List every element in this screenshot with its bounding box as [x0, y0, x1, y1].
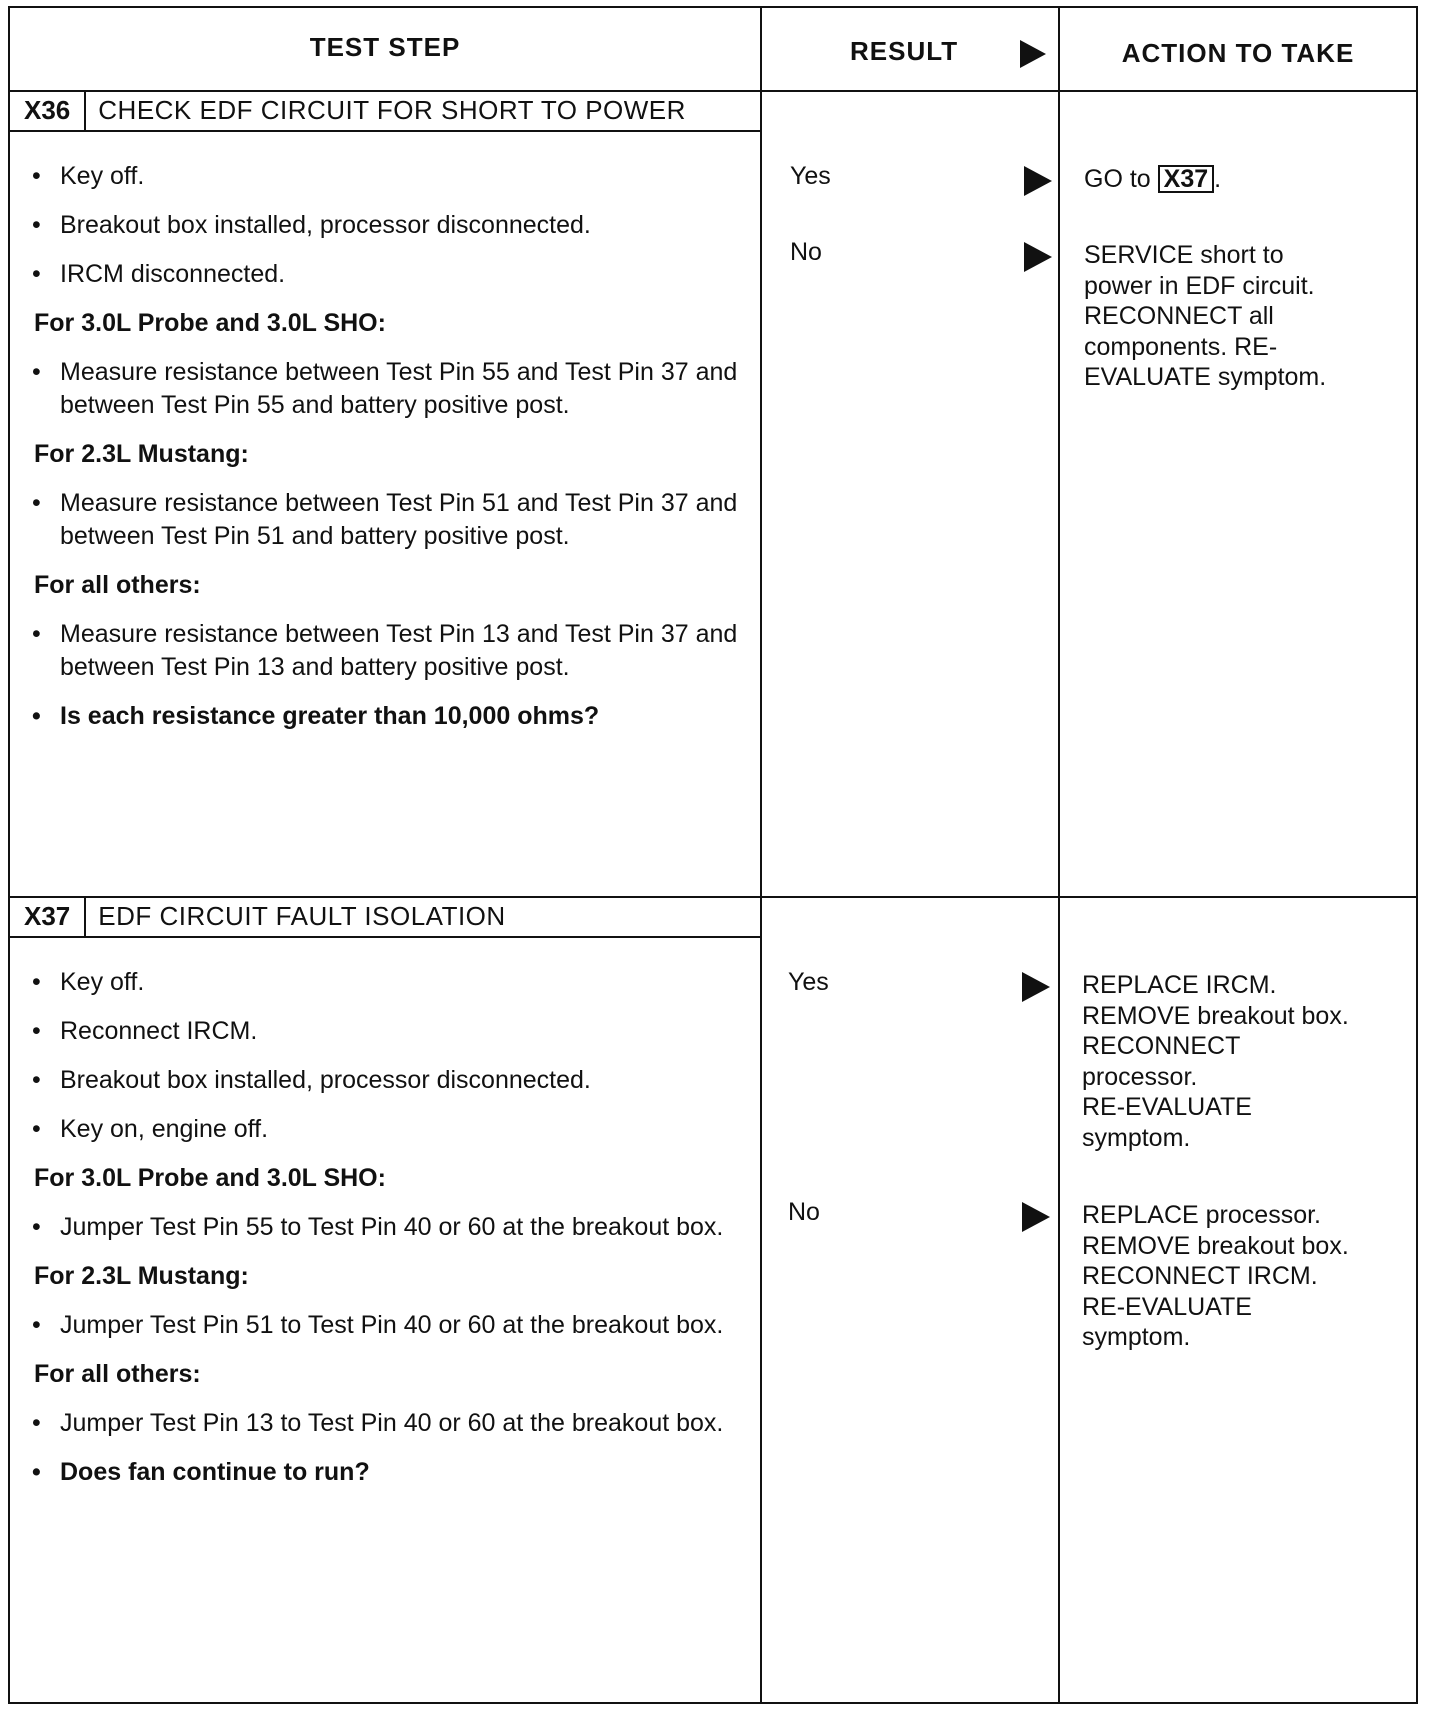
step-text: Key off.: [60, 968, 145, 996]
action-yes-x36-suffix: .: [1214, 165, 1222, 193]
header-test-step: TEST STEP: [309, 32, 461, 62]
bullet-icon: •: [32, 620, 41, 648]
result-yes-x36: Yes: [790, 162, 831, 190]
step-question: [30, 700, 750, 733]
action-line: symptom.: [1082, 1323, 1191, 1351]
column-divider-action: [1058, 8, 1060, 1702]
step-item: [30, 1407, 750, 1440]
header-arrow-icon: [1020, 40, 1046, 68]
result-no-x36: No: [790, 238, 822, 266]
step-subheading: For 2.3L Mustang:: [34, 1262, 249, 1290]
step-code-x36: X36: [10, 90, 86, 130]
bullet-icon: •: [32, 1213, 41, 1241]
action-line: RECONNECT all: [1084, 302, 1274, 330]
action-line: REMOVE breakout box.: [1082, 1001, 1349, 1030]
step-item: [30, 356, 750, 422]
bullet-icon: •: [32, 260, 41, 288]
action-yes-x37: [1082, 970, 1402, 1153]
section-title-x37: [10, 896, 762, 938]
step-text: Measure resistance between Test Pin 51 and Test Pin 37 and between Test Pin 51 and battery positive post.: [60, 489, 738, 550]
step-text: Measure resistance between Test Pin 13 and Test Pin 37 and between Test Pin 13 and battery positive post.: [60, 620, 738, 681]
action-line: RE-EVALUATE: [1082, 1093, 1252, 1121]
arrow-no-x37-icon: [1022, 1202, 1050, 1232]
action-line: RECONNECT IRCM.: [1082, 1262, 1318, 1290]
header-action: ACTION TO TAKE: [1121, 38, 1355, 68]
column-divider-result: [760, 8, 762, 1702]
bullet-icon: •: [32, 162, 41, 190]
step-item: [30, 966, 750, 999]
action-line: REPLACE IRCM.: [1082, 971, 1277, 999]
arrow-yes-x37-icon: [1022, 972, 1050, 1002]
action-no-x37: [1082, 1200, 1402, 1353]
bullet-icon: •: [32, 358, 41, 386]
action-line: EVALUATE symptom.: [1084, 363, 1327, 391]
action-line: RE-EVALUATE: [1082, 1292, 1252, 1321]
action-line: REPLACE processor.: [1082, 1201, 1321, 1229]
action-line: power in EDF circuit.: [1084, 271, 1315, 300]
bullet-icon: •: [32, 968, 41, 996]
step-subheading: For 3.0L Probe and 3.0L SHO:: [34, 309, 386, 337]
step-text: Jumper Test Pin 13 to Test Pin 40 or 60 at the breakout box.: [60, 1409, 724, 1437]
test-table: [8, 6, 1418, 1704]
bullet-icon: •: [32, 1115, 41, 1143]
goto-x37-link[interactable]: X37: [1158, 165, 1214, 193]
step-text: Does fan continue to run?: [60, 1458, 370, 1486]
action-no-x36: [1084, 240, 1404, 393]
bullet-icon: •: [32, 1066, 41, 1094]
step-text: IRCM disconnected.: [60, 260, 286, 288]
step-text: Reconnect IRCM.: [60, 1017, 258, 1045]
action-line: SERVICE short to: [1084, 241, 1284, 269]
step-code-x37: X37: [10, 896, 86, 936]
action-line: RECONNECT: [1082, 1032, 1241, 1060]
step-item: [30, 258, 750, 291]
step-subheading: For all others:: [34, 571, 201, 599]
step-item: [30, 160, 750, 193]
step-text: Key on, engine off.: [60, 1115, 269, 1143]
bullet-icon: •: [32, 1311, 41, 1339]
step-text: Jumper Test Pin 55 to Test Pin 40 or 60 at the breakout box.: [60, 1213, 724, 1241]
arrow-no-x36-icon: [1024, 242, 1052, 272]
action-line: REMOVE breakout box.: [1082, 1231, 1349, 1260]
bullet-icon: •: [32, 1017, 41, 1045]
step-item: [30, 1211, 750, 1244]
step-item: [30, 1309, 750, 1342]
step-text: Key off.: [60, 162, 145, 190]
action-line: processor.: [1082, 1062, 1198, 1091]
header-result: RESULT: [850, 36, 959, 66]
bullet-icon: •: [32, 1409, 41, 1437]
step-text: Is each resistance greater than 10,000 ohms?: [60, 702, 600, 730]
step-item: [30, 618, 750, 684]
result-yes-x37: Yes: [788, 968, 829, 996]
step-title-x36: CHECK EDF CIRCUIT FOR SHORT TO POWER: [98, 94, 686, 125]
steps-x37: [30, 966, 750, 1505]
step-text: Measure resistance between Test Pin 55 and Test Pin 37 and between Test Pin 55 and battery positive post.: [60, 358, 738, 419]
section-title-x36: [10, 90, 762, 132]
step-item: [30, 1064, 750, 1097]
action-line: symptom.: [1082, 1123, 1191, 1152]
step-text: Breakout box installed, processor disconnected.: [60, 1066, 591, 1094]
step-subheading: For 2.3L Mustang:: [34, 440, 249, 468]
action-yes-x36-prefix: GO to: [1084, 165, 1151, 193]
bullet-icon: •: [32, 211, 41, 239]
step-text: Breakout box installed, processor disconnected.: [60, 211, 591, 239]
step-text: Jumper Test Pin 51 to Test Pin 40 or 60 at the breakout box.: [60, 1311, 724, 1339]
bullet-icon: •: [32, 489, 41, 517]
step-item: [30, 487, 750, 553]
step-title-x37: EDF CIRCUIT FAULT ISOLATION: [98, 900, 506, 931]
step-subheading: For 3.0L Probe and 3.0L SHO:: [34, 1164, 386, 1192]
step-item: [30, 209, 750, 242]
action-line: components. RE-: [1084, 332, 1278, 361]
step-item: [30, 1015, 750, 1048]
action-yes-x36: [1084, 164, 1404, 195]
bullet-icon: •: [32, 1458, 41, 1486]
arrow-yes-x36-icon: [1024, 166, 1052, 196]
bullet-icon: •: [32, 702, 41, 730]
step-question: [30, 1456, 750, 1489]
steps-x36: [30, 160, 750, 749]
step-subheading: For all others:: [34, 1360, 201, 1388]
step-item: [30, 1113, 750, 1146]
result-no-x37: No: [788, 1198, 820, 1226]
